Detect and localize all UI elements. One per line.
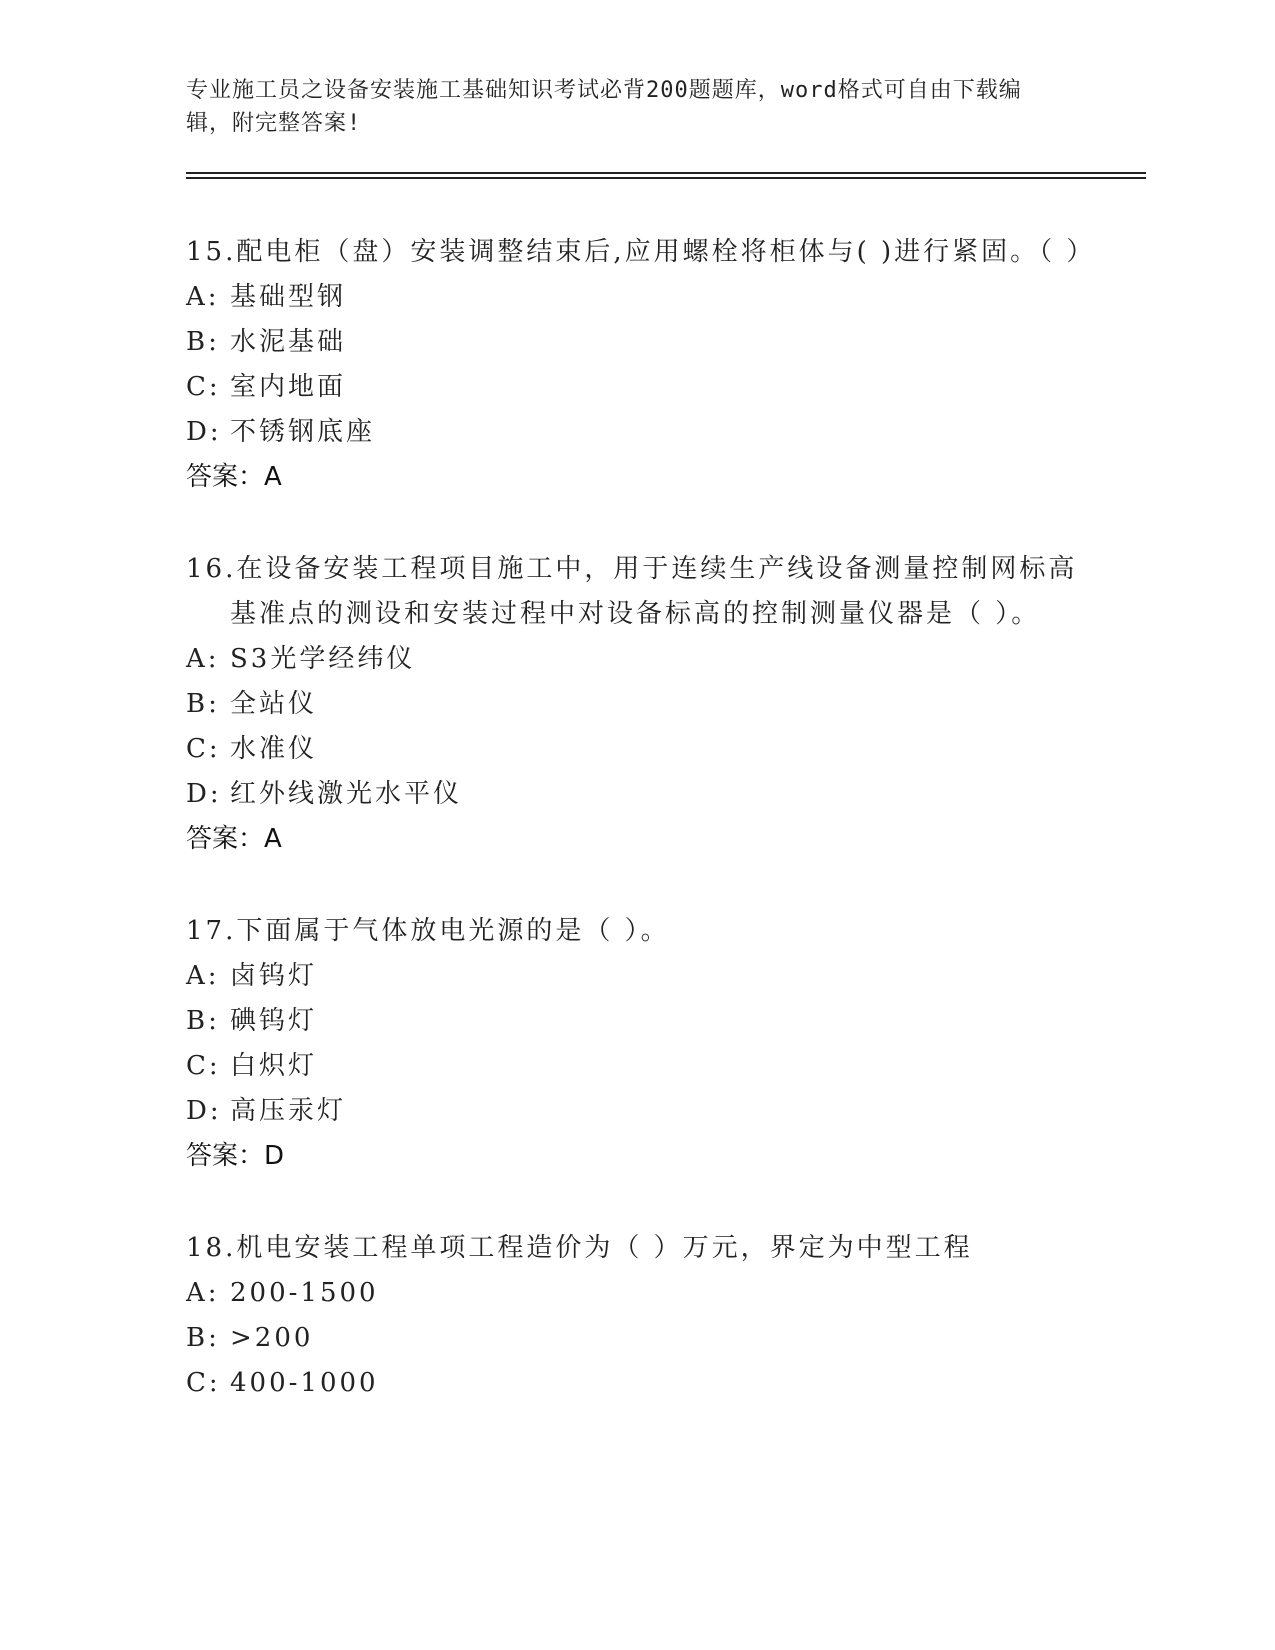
option-row bbox=[186, 1361, 1086, 1406]
option-key: C: bbox=[186, 1368, 221, 1398]
option-row bbox=[186, 999, 1086, 1044]
answer-line: 答案：A bbox=[186, 824, 282, 854]
question-text: 15.配电柜（盘）安装调整结束后,应用螺栓将柜体与( )进行紧固。（ ） bbox=[186, 237, 1096, 267]
option-row bbox=[186, 1089, 1086, 1134]
option-text: 400-1000 bbox=[230, 1368, 379, 1398]
option-key: C: bbox=[186, 1051, 221, 1081]
option-key: D: bbox=[186, 1096, 222, 1126]
option-key: D: bbox=[186, 779, 222, 809]
question-text: 17.下面属于气体放电光源的是（ ）。 bbox=[186, 916, 670, 946]
option-row bbox=[186, 1044, 1086, 1089]
option-key: B: bbox=[186, 1006, 220, 1036]
answer-line: 答案：A bbox=[186, 462, 282, 492]
question-item bbox=[186, 547, 1086, 862]
option-key: A: bbox=[186, 644, 220, 674]
option-row bbox=[186, 637, 1086, 682]
option-key: A: bbox=[186, 282, 220, 312]
option-key: C: bbox=[186, 734, 221, 764]
question-item bbox=[186, 909, 1086, 1179]
option-key: C: bbox=[186, 372, 221, 402]
option-text: 水准仪 bbox=[230, 734, 318, 764]
option-key: A: bbox=[186, 961, 220, 991]
option-text: >200 bbox=[230, 1323, 314, 1353]
option-text: 室内地面 bbox=[230, 372, 347, 402]
option-text: 水泥基础 bbox=[230, 327, 347, 357]
option-row bbox=[186, 954, 1086, 999]
option-key: B: bbox=[186, 689, 220, 719]
header-divider-bottom bbox=[186, 177, 1146, 179]
option-text: S3光学经纬仪 bbox=[230, 644, 416, 674]
question-text: 16.在设备安装工程项目施工中，用于连续生产线设备测量控制网标高基准点的测设和安装过程中对设备标高的控制测量仪器是（ ）。 bbox=[186, 554, 1078, 629]
option-row bbox=[186, 682, 1086, 727]
option-text: 碘钨灯 bbox=[230, 1006, 318, 1036]
option-text: 白炽灯 bbox=[230, 1051, 318, 1081]
option-text: 红外线激光水平仪 bbox=[230, 779, 463, 809]
option-row bbox=[186, 1316, 1086, 1361]
option-text: 不锈钢底座 bbox=[230, 417, 376, 447]
option-text: 全站仪 bbox=[230, 689, 318, 719]
option-row bbox=[186, 727, 1086, 772]
option-row bbox=[186, 275, 1086, 320]
question-text: 18.机电安装工程单项工程造价为（ ）万元，界定为中型工程 bbox=[186, 1233, 973, 1263]
option-text: 200-1500 bbox=[230, 1278, 379, 1308]
option-row bbox=[186, 320, 1086, 365]
question-item bbox=[186, 1226, 1086, 1406]
question-list bbox=[186, 230, 1096, 1453]
option-key: D: bbox=[186, 417, 222, 447]
answer-line: 答案：D bbox=[186, 1141, 285, 1171]
question-item bbox=[186, 230, 1096, 500]
option-text: 高压汞灯 bbox=[230, 1096, 347, 1126]
option-key: B: bbox=[186, 1323, 220, 1353]
option-text: 卤钨灯 bbox=[230, 961, 318, 991]
option-row bbox=[186, 772, 1086, 817]
option-row bbox=[186, 410, 1086, 455]
option-row bbox=[186, 1271, 1086, 1316]
document-title: 专业施工员之设备安装施工基础知识考试必背200题题库，word格式可自由下载编辑，附完整答案! bbox=[186, 78, 1022, 136]
option-text: 基础型钢 bbox=[230, 282, 347, 312]
option-key: B: bbox=[186, 327, 220, 357]
header-divider-top bbox=[186, 172, 1146, 174]
option-row bbox=[186, 365, 1086, 410]
option-key: A: bbox=[186, 1278, 220, 1308]
